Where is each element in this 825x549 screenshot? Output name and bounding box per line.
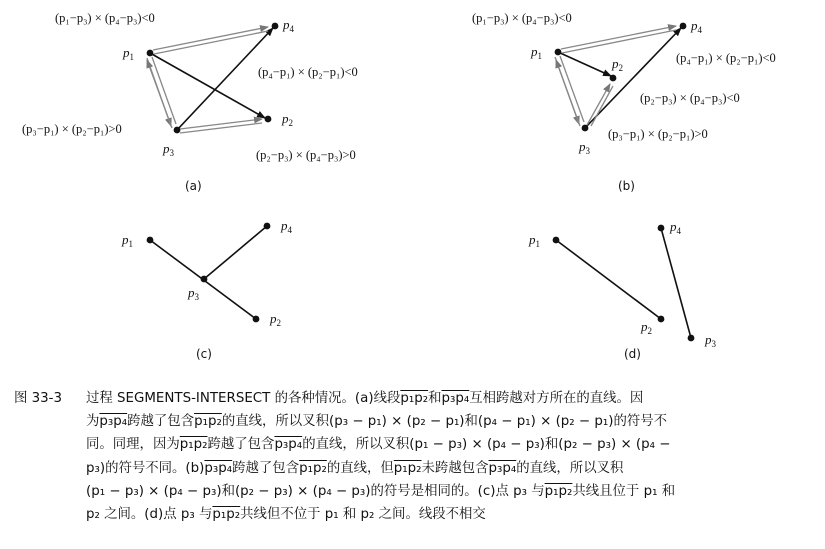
caption-segment: 的直线，但 [326,460,394,476]
caption-line [86,387,814,410]
point-label: $p_3$ [188,285,199,302]
cross-product-expression: (p₃−p₁) × (p₂−p₁)>0 [22,122,122,136]
point-p2 [610,75,617,82]
point-p1 [553,237,560,244]
point-p1 [147,237,154,244]
caption-line [86,503,814,526]
segment-notation: p₁p₂ [393,460,422,476]
cross-product-expression: (p₄−p₁) × (p₂−p₁)<0 [676,51,776,65]
caption-segment: p₃)的符号不同。(b) [86,460,205,476]
caption-segment: p₂ 之间。(d)点 p₃ 与 [86,507,213,523]
point-label: $p_2$ [612,56,623,73]
segment-notation: p₁p₂ [194,414,222,430]
caption-segment: 的直线，所以叉积 [516,460,624,476]
grey-vector-p1-p3 [147,57,176,126]
segment-notation: p₃p₄ [488,460,517,476]
vector-p3-p4 [585,28,681,128]
point-p1 [147,50,154,57]
caption-segment: (p₁ − p₃) × (p₄ − p₃)和(p₂ − p₃) × (p₄ − p₃)的符号是相同的。(c)点 p₃ 与 [86,483,545,499]
point-label: $p_1$ [123,45,134,62]
point-p4 [680,23,687,30]
caption-segment: 跨越了包含 [207,437,275,453]
point-p4 [272,23,279,30]
segment-notation: p₃p₄ [274,437,303,453]
grey-vector-p1-p4 [153,27,268,54]
cross-product-expression: (p₂−p₃) × (p₄−p₃)<0 [640,91,740,105]
segment-notation: p₁p₂ [544,483,573,499]
cross-product-expression: (p₂−p₃) × (p₄−p₃)>0 [256,148,356,162]
point-label: $p_4$ [283,17,294,34]
point-p2 [658,316,665,323]
cross-product-expression: (p₁−p₃) × (p₄−p₃)<0 [472,11,572,25]
grey-vector-p3-p1 [556,60,580,126]
segment-notation: p₁p₂ [212,507,241,523]
point-label: $p_1$ [122,232,133,249]
segment-notation: p₃p₄ [204,460,233,476]
grey-vector-p1-p3 [555,56,584,124]
point-p4 [658,225,665,232]
panel-label: (c) [196,347,212,361]
caption-segment: 的直线，所以叉积(p₃ − p₁) × (p₂ − p₁)和(p₄ − p₁) × (p₂ − p₁)的符号不 [221,414,668,430]
point-p2 [265,116,272,123]
caption-line [86,480,814,503]
segment-notation: p₁p₂ [299,460,327,476]
segment-p3-p4 [204,226,267,279]
caption-segment: 跨越了包含 [232,460,300,476]
figure-number: 图 33-3 [14,391,63,406]
grey-vector-p3-p2 [180,119,262,133]
point-p4 [264,223,271,230]
segment-notation: p₁p₂ [179,437,208,453]
segment-notation: p₃p₄ [99,414,128,430]
caption-segment: 为 [86,414,100,430]
panel-b [472,11,776,193]
point-label: $p_3$ [579,139,590,156]
point-label: $p_4$ [691,18,702,35]
caption-line [86,410,814,433]
point-p1 [555,49,562,56]
panel-label: (d) [624,347,641,361]
point-p3 [201,276,208,283]
panel-label: (b) [618,179,635,193]
caption-segment: 过程 SEGMENTS-INTERSECT 的各种情况。(a)线段 [86,391,401,406]
segment-notation: p₃p₄ [441,391,470,406]
panel-c [121,218,293,361]
grey-vector-p1-p4 [561,26,676,53]
point-label: $p_3$ [705,332,716,349]
cross-product-expression: (p₄−p₁) × (p₂−p₁)<0 [258,65,358,79]
cross-product-expression: (p₁−p₃) × (p₄−p₃)<0 [55,11,155,25]
point-label: $p_2$ [282,111,293,128]
cross-product-expression: (p₃−p₁) × (p₂−p₁)>0 [608,127,708,141]
caption-segment: 互相跨越对方所在的直线。因 [469,391,644,406]
segment-p1-p2 [556,240,661,319]
caption-segment: 跨越了包含 [127,414,195,430]
point-p2 [253,316,260,323]
point-label: $p_1$ [529,232,540,249]
point-p3 [174,127,181,134]
point-p3 [688,335,695,342]
caption-segment: 的直线，所以叉积(p₁ − p₃) × (p₄ − p₃)和(p₂ − p₃) × (p₄ − [302,437,671,453]
point-label: $p_2$ [270,311,281,328]
point-p3 [582,125,589,132]
grey-vector-p3-p1 [147,60,172,128]
panel-d [528,219,717,361]
point-label: $p_4$ [281,218,292,235]
vector-p1-p2 [150,53,265,118]
segment-p3-p4 [661,228,691,338]
caption-line [86,457,814,480]
figure-caption [14,387,814,526]
caption-segment: 和 [428,391,442,406]
panel-label: (a) [185,179,202,193]
point-label: $p_2$ [641,319,652,336]
point-label: $p_1$ [531,44,542,61]
segment-notation: p₁p₂ [400,391,429,406]
caption-line [86,433,814,456]
panel-a [22,11,358,193]
point-label: $p_3$ [163,141,174,158]
caption-segment: 共线但不位于 p₁ 和 p₂ 之间。线段不相交 [240,507,486,523]
grey-vector-p3-p2 [587,84,613,126]
caption-text [86,387,814,526]
caption-segment: 未跨越包含 [421,460,489,476]
caption-segment: 同。同理，因为 [86,437,180,453]
caption-segment: 共线且位于 p₁ 和 [572,483,676,499]
point-label: $p_4$ [670,219,681,236]
